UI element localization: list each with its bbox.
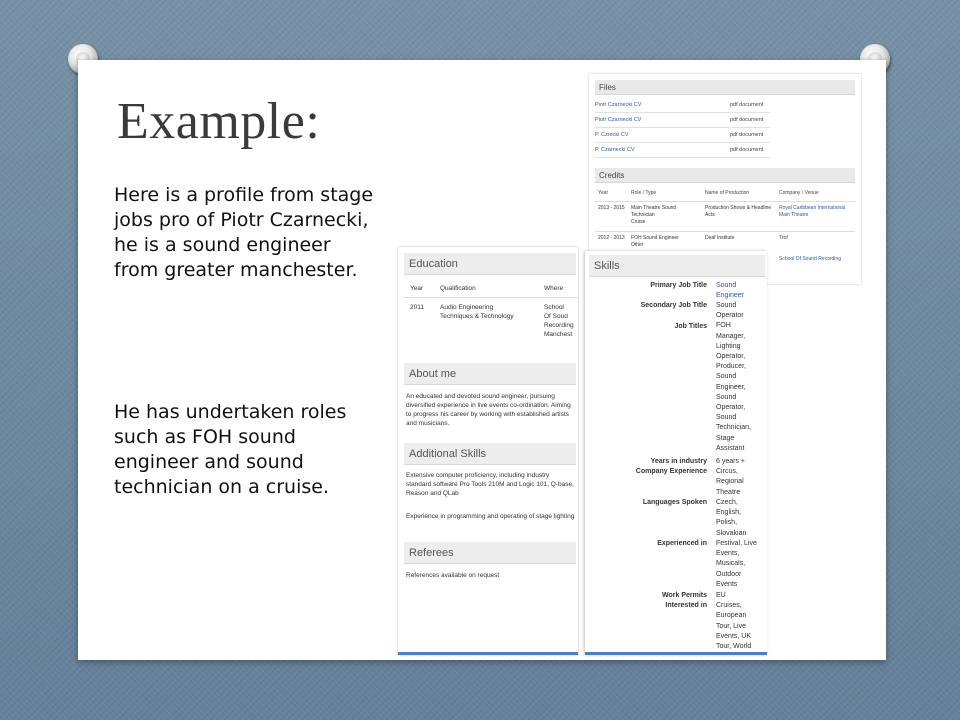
skill-value: Czech, English, Polish, Slovakian: [716, 499, 747, 537]
paragraph-2: He has undertaken roles such as FOH sound engineer and sound technician on a cruise.: [114, 401, 347, 498]
credit-role: Main Theatre Sound Technician Cruise: [631, 205, 677, 225]
credits-col-company: Company / Venue: [779, 190, 819, 196]
additional-skills-heading: Additional Skills: [404, 443, 576, 465]
credits-col-year: Year: [598, 190, 609, 196]
skill-value: EU Cruises, European Tour, Live Events, UK Tour, World: [716, 592, 752, 651]
profile-screenshot: [398, 247, 578, 655]
file-row[interactable]: [595, 143, 770, 158]
credit-year: 2013 - 2015: [598, 205, 625, 211]
slide-title: Example:: [117, 93, 321, 150]
skills-screenshot: [585, 251, 767, 655]
credit-year: 2012 - 2013: [598, 235, 625, 241]
edu-col-qualification: Qualification: [440, 285, 476, 292]
education-heading: Education: [404, 253, 576, 275]
credit-production: Deaf Institute: [705, 235, 735, 241]
footer-rule: [585, 652, 767, 655]
about-text: An educated and devoted sound engineer, pursuing diversified experience in live events co-ordination. Aiming to progress his career by working with established artists and musicians.: [406, 393, 571, 427]
paragraph-1: Here is a profile from stage jobs pro of Piotr Czarnecki, he is a sound engineer from greater manchester.: [114, 184, 374, 281]
skill-label: Primary Job Title: [650, 282, 707, 289]
skill-label: Company Experience: [635, 468, 707, 475]
credits-col-role: Role / Type: [631, 190, 657, 196]
file-name[interactable]: Piotr Czarnecki CV: [595, 117, 642, 123]
credit-company: Trof: [779, 235, 788, 241]
skill-value: Festival, Live Events, Musicals, Outdoor Events: [716, 540, 757, 588]
file-row[interactable]: [595, 113, 770, 128]
about-heading: About me: [404, 363, 576, 385]
file-name[interactable]: Piotr Czarnecki CV: [595, 102, 642, 108]
skill-label: Years in industry: [650, 458, 707, 465]
file-name[interactable]: P. Czrecki CV: [595, 132, 629, 138]
skill-label: Languages Spoken: [642, 499, 707, 506]
edu-col-where: Where: [544, 285, 564, 292]
file-row[interactable]: [595, 98, 770, 113]
file-type: pdf document: [730, 147, 764, 153]
credit-company[interactable]: Royal Caribbean International Main Theatre: [779, 205, 846, 218]
additional-skills-text: Experience in programming and operating of stage lighting: [406, 513, 575, 520]
footer-rule: [398, 652, 578, 655]
file-type: pdf document: [730, 102, 764, 108]
skill-label: Interested in: [665, 602, 707, 609]
credit-production: Production Shows & Headline Acts: [705, 205, 772, 218]
file-type: pdf document: [730, 117, 764, 123]
edu-qualification: Audio Engineering Techniques & Technology: [440, 304, 514, 320]
credits-heading: Credits: [595, 168, 855, 183]
skill-value[interactable]: Sound Engineer: [716, 282, 745, 300]
additional-skills-text: Extensive computer proficiency, including industry standard software Pro Tools 210M and Logic 101, Q-base, Reason and QLab: [406, 472, 574, 497]
edu-where: School Of Soud Recording Manchest: [544, 304, 574, 338]
file-type: pdf document: [730, 132, 764, 138]
skill-label: Experienced in: [657, 540, 707, 547]
credit-company[interactable]: School Of Sound Recording: [779, 256, 841, 262]
file-row[interactable]: [595, 128, 770, 143]
credit-role: FOH Sound Engineer Other: [631, 235, 679, 248]
file-name[interactable]: P. Czarnecki CV: [595, 147, 635, 153]
edu-year: 2011: [410, 304, 424, 311]
referees-text: References available on request: [406, 572, 500, 579]
edu-col-year: Year: [410, 285, 424, 292]
skill-value: Sound Operator FOH Manager, Lighting Operator, Producer, Sound Engineer, Sound Operator, Sound Technician, Stage Assistant: [716, 302, 752, 452]
files-heading: Files: [595, 80, 855, 95]
credits-col-production: Name of Production: [705, 190, 750, 196]
skill-label: Job Titles: [674, 323, 707, 330]
skills-heading: Skills: [589, 255, 765, 277]
skill-label: Work Permits: [662, 592, 707, 599]
skill-value: 6 years + Circus, Regional Theatre: [716, 458, 745, 496]
referees-heading: Referees: [404, 542, 576, 564]
skill-label: Secondary Job Title: [640, 302, 707, 309]
